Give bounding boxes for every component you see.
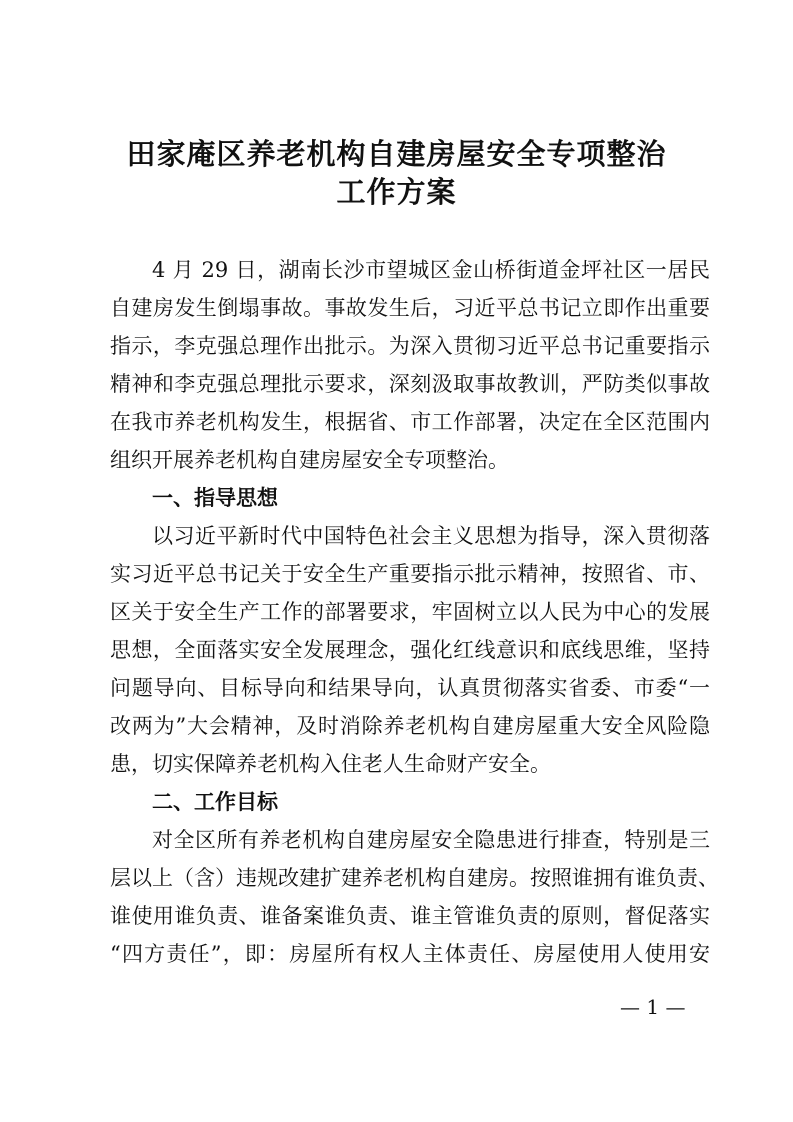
document-title-line-1: 田家庵区养老机构自建房屋安全专项整治 (126, 137, 667, 171)
intro-line: 精神和李克强总理批示要求，深刻汲取事故教训，严防类似事故 (110, 372, 710, 396)
intro-line: 指示，李克强总理作出批示。为深入贯彻习近平总书记重要指示 (110, 334, 710, 358)
intro-line: 自建房发生倒塌事故。事故发生后，习近平总书记立即作出重要 (110, 296, 710, 320)
intro-line: 4 月 29 日，湖南长沙市望城区金山桥街道金坪社区一居民 (152, 258, 710, 282)
section2-line: 谁使用谁负责、谁备案谁负责、谁主管谁负责的原则，督促落实 (110, 904, 710, 928)
intro-line: 组织开展养老机构自建房屋安全专项整治。 (110, 448, 509, 472)
document-title-line-2: 工作方案 (336, 175, 457, 209)
page-number: — 1 — (620, 995, 686, 1019)
section1-line: 以习近平新时代中国特色社会主义思想为指导，深入贯彻落 (152, 524, 710, 548)
section-heading-guiding-thought: 一、指导思想 (152, 486, 278, 510)
section1-line: 改两为”大会精神，及时消除养老机构自建房屋重大安全风险隐 (110, 714, 710, 738)
section-heading-work-goals: 二、工作目标 (152, 790, 278, 814)
section1-line: 问题导向、目标导向和结果导向，认真贯彻落实省委、市委“一 (110, 676, 710, 700)
section1-line: 实习近平总书记关于安全生产重要指示批示精神，按照省、市、 (110, 562, 710, 586)
intro-line: 在我市养老机构发生，根据省、市工作部署，决定在全区范围内 (110, 410, 710, 434)
section1-line: 患，切实保障养老机构入住老人生命财产安全。 (110, 752, 551, 776)
section1-line: 区关于安全生产工作的部署要求，牢固树立以人民为中心的发展 (110, 600, 710, 624)
section2-line: 层以上（含）违规改建扩建养老机构自建房。按照谁拥有谁负责、 (110, 866, 719, 890)
section1-line: 思想，全面落实安全发展理念，强化红线意识和底线思维，坚持 (110, 638, 710, 662)
section2-line: 对全区所有养老机构自建房屋安全隐患进行排查，特别是三 (152, 828, 710, 852)
section2-line: “四方责任”，即：房屋所有权人主体责任、房屋使用人使用安 (110, 942, 710, 966)
